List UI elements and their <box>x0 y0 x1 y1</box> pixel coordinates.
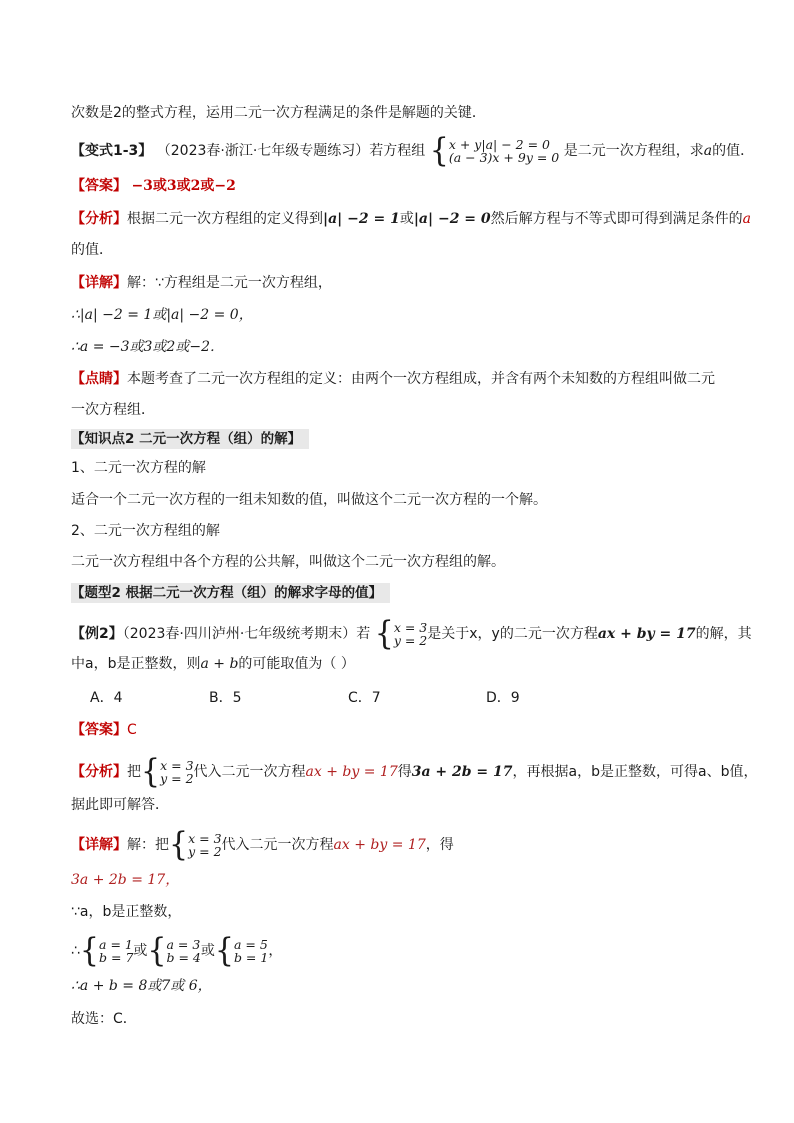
answer-options <box>90 688 590 708</box>
variant-end: 的值． <box>712 143 755 159</box>
case-1-system: { a = 1 b = 7 <box>79 931 134 970</box>
example-end: 的解，其 <box>695 626 752 642</box>
case-3-system: { a = 5 b = 1 <box>214 931 269 970</box>
option-a: A．4 <box>90 690 123 706</box>
answer-1 <box>71 176 236 196</box>
equation-system: { x + y|a| − 2 = 0 (a − 3)x + 9y = 0 <box>429 131 560 170</box>
analysis-tag: 【分析】 <box>71 211 127 227</box>
analysis-mid: 或 <box>399 211 414 227</box>
variant-tag: 【变式1-3】 <box>71 143 153 159</box>
answer-text: C <box>127 722 137 738</box>
detail-text: 解：∵方程组是二元一次方程组， <box>127 275 332 291</box>
variant-tail: 是二元一次方程组，求 <box>563 143 704 159</box>
answer-text: −3或3或2或−2 <box>131 178 236 194</box>
comment-1 <box>71 369 715 389</box>
analysis-post: 然后解方程与不等式即可得到满足条件的 <box>490 211 743 227</box>
analysis-1-line2: 的值． <box>71 242 113 258</box>
detail-2-step-a: 3a + 2b = 17， <box>71 872 180 888</box>
detail-2-step-d: ∴a + b = 8或7或 6， <box>71 978 212 994</box>
knowledge-1-title: 1、二元一次方程的解 <box>71 460 206 476</box>
detail-1-step-b: ∴a = −3或3或2或−2． <box>71 339 224 355</box>
comment-tag: 【点睛】 <box>71 371 127 387</box>
variant-source: （2023春·浙江·七年级专题练习）若方程组 <box>156 143 426 159</box>
solution-system: { x = 3 y = 2 <box>141 752 194 791</box>
detail-2-step-b: ∵a，b是正整数， <box>71 904 182 920</box>
detail-tag: 【详解】 <box>71 275 127 291</box>
comment-text: 本题考查了二元一次方程组的定义：由两个一次方程组成，并含有两个未知数的方程组叫做二元 <box>127 371 715 387</box>
continuation-line: 次数是2的整式方程，运用二元一次方程满足的条件是解题的关键． <box>71 105 486 121</box>
knowledge-2-text: 二元一次方程组中各个方程的公共解，叫做这个二元一次方程组的解。 <box>71 554 505 570</box>
knowledge-1-text: 适合一个二元一次方程的一组未知数的值，叫做这个二元一次方程的一个解。 <box>71 492 547 508</box>
math-2: |a| −2 = 0 <box>413 211 491 227</box>
var-a: a <box>703 143 713 159</box>
option-b: B．5 <box>209 690 242 706</box>
detail-1-step-a: ∴|a| −2 = 1或|a| −2 = 0， <box>71 307 253 323</box>
solution-system: { x = 3 y = 2 <box>169 825 222 864</box>
example-equation: ax + by = 17 <box>597 626 696 642</box>
variant-1-3 <box>71 131 755 170</box>
analysis-pre: 根据二元一次方程组的定义得到 <box>127 211 323 227</box>
answer-tag: 【答案】 <box>71 178 127 194</box>
detail-1 <box>71 273 332 293</box>
knowledge-point-2-heading: 【知识点2 二元一次方程（组）的解】 <box>71 429 309 449</box>
answer-tag: 【答案】 <box>71 722 127 738</box>
question-type-2-heading: 【题型2 根据二元一次方程（组）的解求字母的值】 <box>71 583 390 603</box>
knowledge-2-title: 2、二元一次方程组的解 <box>71 523 220 539</box>
answer-2 <box>71 720 137 740</box>
comment-1-line2: 一次方程组． <box>71 402 155 418</box>
var-a: a <box>742 211 752 227</box>
detail-2: 【详解】解：把{ x = 3 y = 2 代入二元一次方程ax + by = 17，得 <box>71 825 454 864</box>
example-tag: 【例2】 <box>71 626 123 642</box>
analysis-2-line2: 据此即可解答． <box>71 797 169 813</box>
analysis-tag: 【分析】 <box>71 764 127 780</box>
example-2-line2: 中a，b是正整数，则a + b的可能取值为（ ） <box>71 656 355 672</box>
example-2 <box>71 614 752 653</box>
detail-2-step-c: ∴{ a = 1 b = 7 或{ a = 3 b = 4 或{ a = 5 b = 1 ， <box>71 931 283 970</box>
option-d: D．9 <box>486 690 520 706</box>
case-2-system: { a = 3 b = 4 <box>147 931 201 970</box>
analysis-2: 【分析】把{ x = 3 y = 2 代入二元一次方程ax + by = 17得3a + 2b = 17，再根据a，b是正整数，可得a、b值， <box>71 752 758 791</box>
detail-tag: 【详解】 <box>71 837 127 853</box>
detail-2-conclusion: 故选：C． <box>71 1011 137 1027</box>
example-source: （2023春·四川泸州·七年级统考期末）若 <box>122 626 371 642</box>
analysis-1 <box>71 209 751 229</box>
math-1: |a| −2 = 1 <box>323 211 400 227</box>
option-c: C．7 <box>348 690 381 706</box>
solution-system: { x = 3 y = 2 <box>374 614 428 653</box>
example-mid: 是关于x，y的二元一次方程 <box>427 626 598 642</box>
